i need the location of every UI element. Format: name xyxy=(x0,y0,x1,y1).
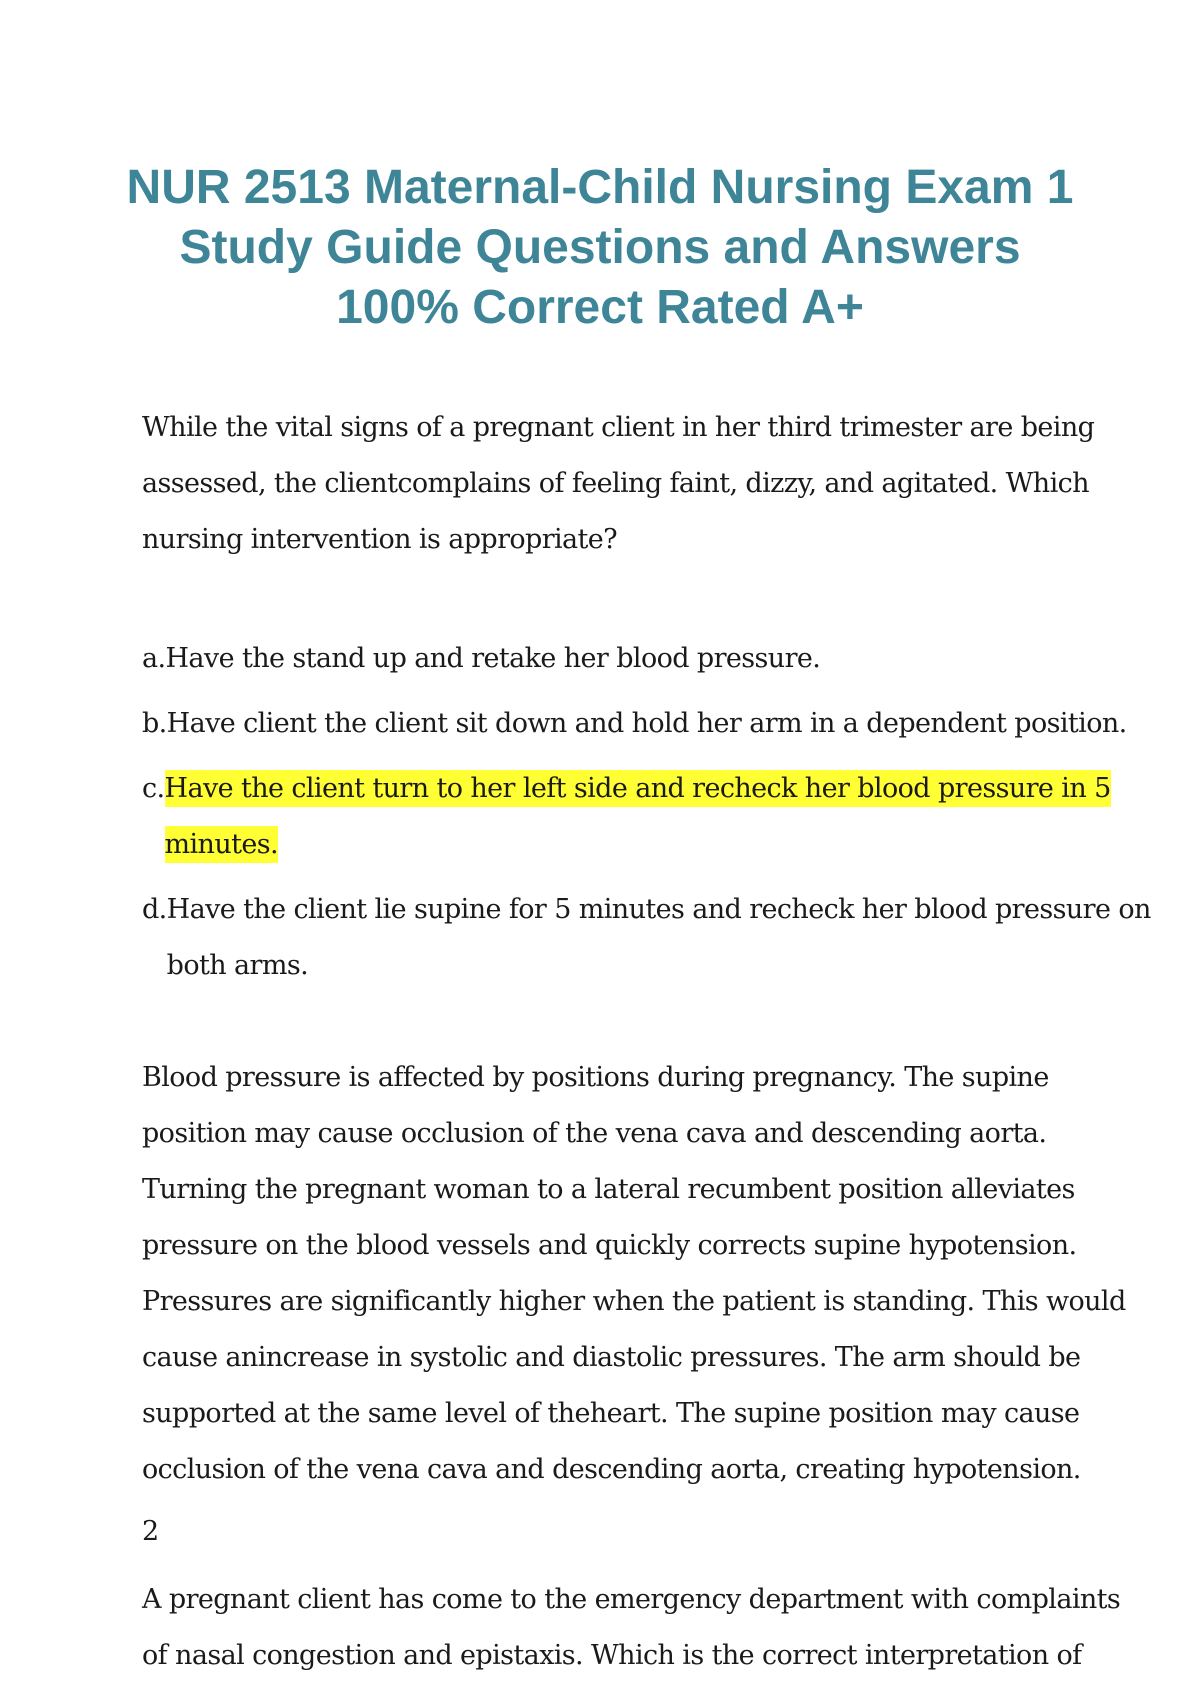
question-1-stem xyxy=(142,400,1142,568)
question-line: While the vital signs of a pregnant client in her third trimester are being xyxy=(142,412,1095,443)
option-line xyxy=(165,761,1111,817)
question-1-rationale xyxy=(142,1050,1142,1498)
rationale-line: supported at the same level of theheart. The supine position may cause xyxy=(142,1398,1080,1429)
rationale-line: Pressures are significantly higher when the patient is standing. This would xyxy=(142,1286,1126,1317)
option-text xyxy=(165,761,1111,873)
option-c-correct-answer xyxy=(142,761,1142,873)
option-letter: d. xyxy=(142,894,167,925)
answer-highlight: Have the client turn to her left side and recheck her blood pressure in 5 xyxy=(165,770,1111,807)
option-text xyxy=(165,631,820,687)
rationale-line: Turning the pregnant woman to a lateral recumbent position alleviates xyxy=(142,1174,1075,1205)
option-text xyxy=(167,696,1127,752)
option-letter: b. xyxy=(142,708,167,739)
option-text xyxy=(167,882,1151,994)
answer-highlight: minutes. xyxy=(165,826,278,863)
rationale-line: Blood pressure is affected by positions during pregnancy. The supine xyxy=(142,1062,1049,1093)
option-line: Have client the client sit down and hold her arm in a dependent position. xyxy=(166,708,1127,739)
rationale-line: position may cause occlusion of the vena cava and descending aorta. xyxy=(142,1118,1047,1149)
option-line: Have the stand up and retake her blood pressure. xyxy=(165,643,821,674)
question-line: A pregnant client has come to the emergency department with complaints xyxy=(142,1584,1121,1615)
rationale-line: pressure on the blood vessels and quickly corrects supine hypotension. xyxy=(142,1230,1077,1261)
option-letter: a. xyxy=(142,643,166,674)
document-title xyxy=(80,158,1120,338)
option-line: Have the client lie supine for 5 minutes and recheck her blood pressure on xyxy=(166,894,1151,925)
title-line: 100% Correct Rated A+ xyxy=(336,281,864,334)
question-line: nursing intervention is appropriate? xyxy=(142,524,618,555)
option-letter: c. xyxy=(142,773,165,804)
question-1-options xyxy=(142,631,1151,1003)
title-line: Study Guide Questions and Answers xyxy=(179,221,1021,274)
question-line: assessed, the clientcomplains of feeling faint, dizzy, and agitated. Which xyxy=(142,468,1089,499)
option-d xyxy=(142,882,1151,994)
rationale-line: cause anincrease in systolic and diastolic pressures. The arm should be xyxy=(142,1342,1081,1373)
title-line: NUR 2513 Maternal-Child Nursing Exam 1 xyxy=(126,161,1074,214)
option-line xyxy=(165,817,1111,873)
question-2-stem xyxy=(142,1572,1142,1684)
option-b xyxy=(142,696,1142,752)
rationale-line: occlusion of the vena cava and descending aorta, creating hypotension. xyxy=(142,1454,1081,1485)
page-number: 2 xyxy=(142,1516,159,1547)
question-line: of nasal congestion and epistaxis. Which is the correct interpretation of xyxy=(142,1640,1082,1671)
option-a xyxy=(142,631,1142,687)
option-line: both arms. xyxy=(166,950,309,981)
